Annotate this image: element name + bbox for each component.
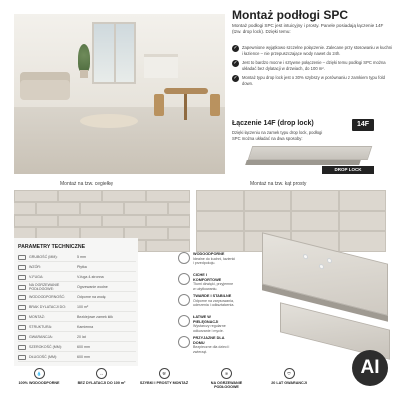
param-row	[18, 253, 136, 262]
benefit-item: ✓ Zapewnione wyjątkowo szczelne połączenie. Zalecane przy stosowaniu w kuchni i łazience – nie przepuszczające wody nawet do 24h.	[233, 45, 393, 56]
param-row	[18, 273, 136, 282]
tile	[168, 227, 190, 239]
param-row	[18, 353, 136, 362]
param-value: V-fuga 4-stronna	[77, 275, 104, 279]
panel-joint-graphic	[248, 146, 373, 160]
tile	[58, 190, 102, 202]
straight-pattern-caption: Montaż na tzw. kąt prosty	[250, 181, 307, 187]
tile	[36, 202, 80, 214]
hammer-icon: ⚒	[159, 368, 170, 379]
feature-icon	[178, 252, 190, 264]
tile	[196, 190, 244, 211]
param-value: Kamienna	[77, 325, 94, 329]
warranty-badge: ⛉ 20 LAT GWARANCJI	[264, 368, 314, 398]
tile	[58, 215, 102, 227]
intro-text: Montaż podłogi SPC jest intuicyjny i prosty. Panele posiadają łączenie 14F (tzw. drop lock). Dzięki temu:	[232, 23, 384, 34]
param-value: 600 mm	[77, 355, 90, 359]
benefit-item: ✓ Jest to bardzo mocne i sztywne połączenie – dzięki temu podłogi SPC można układać bez dylatacji w drzwiach, do 100 m².	[233, 60, 386, 71]
tile	[291, 211, 339, 232]
feature-title: CICHE I KOMFORTOWE	[193, 273, 222, 282]
param-icon	[18, 295, 26, 300]
check-icon: ✓	[233, 75, 238, 82]
param-label: BRAK DYLATACJI DO:	[29, 305, 67, 309]
window-graphic	[92, 22, 136, 84]
param-value: Płytka	[77, 265, 87, 269]
tile	[146, 215, 190, 227]
param-value: Bezklejowe zamek klik	[77, 315, 113, 319]
no-expansion-badge: ↔ BEZ DYLATACJI DO 100 m²	[77, 368, 127, 398]
ai-badge: AI	[352, 350, 388, 386]
waterproof-badge: 💧 100% WODOODPORNE	[14, 368, 64, 398]
param-value: Odporne na wodę	[77, 295, 106, 299]
param-value: Ogrzewanie wodne	[77, 285, 108, 289]
lock-description: Dzięki łączeniu na zamek typu drop lock, podłogi SPC można układać na dwa sposoby:	[232, 130, 323, 141]
feature-text: Bezpieczne dla dzieci i zwierząt.	[193, 345, 230, 354]
feature-text: Idealne do kuchni, łazienki i przedpokoju.	[193, 256, 236, 266]
feature-icon	[178, 273, 190, 285]
param-row	[18, 343, 136, 352]
feature-title: PRZYJAZNE DLA DOMU	[193, 336, 225, 345]
feature-title: TWARDE I STABILNE	[193, 294, 232, 298]
param-icon	[18, 285, 26, 290]
feature-item	[178, 273, 236, 291]
plant-graphic	[78, 44, 90, 72]
param-label: DŁUGOŚĆ (MM):	[29, 355, 58, 359]
param-label: STRUKTURA:	[29, 325, 52, 329]
sofa-graphic	[20, 80, 70, 100]
param-label: SZEROKOŚĆ (MM):	[29, 345, 62, 349]
heat-icon: ≋	[221, 368, 232, 379]
params-title: PARAMETRY TECHNICZNE	[18, 244, 86, 250]
water-drop-icon	[327, 257, 332, 263]
param-label: GRUBOŚĆ (MM):	[29, 255, 58, 259]
param-value: 5 mm	[77, 255, 86, 259]
shield-icon: ⛉	[284, 368, 295, 379]
tile	[196, 231, 244, 252]
param-icon	[18, 355, 26, 360]
param-row	[18, 313, 136, 322]
feature-icon	[178, 294, 190, 306]
tile	[124, 202, 168, 214]
tile	[102, 215, 146, 227]
check-icon: ✓	[233, 60, 238, 67]
water-drop-icon: 💧	[34, 368, 45, 379]
param-row	[18, 333, 136, 342]
feature-title: WODOODPORNE	[193, 252, 225, 256]
tile	[80, 202, 124, 214]
feature-item	[178, 252, 236, 266]
interior-photo	[14, 14, 225, 174]
param-row	[18, 303, 136, 312]
tile	[14, 190, 58, 202]
tile	[244, 211, 292, 232]
tile	[14, 202, 36, 214]
param-row	[18, 323, 136, 332]
tile	[146, 240, 190, 252]
param-row	[18, 283, 136, 292]
param-icon	[18, 325, 26, 330]
param-label: V-FUGA:	[29, 275, 44, 279]
feature-item	[178, 315, 236, 333]
feature-icon	[178, 315, 190, 327]
14f-badge: 14F	[352, 119, 374, 131]
water-drop-icon	[303, 254, 308, 260]
tile	[339, 190, 387, 211]
param-label: WODOODPORNOŚĆ:	[29, 295, 66, 299]
feature-text: Tłumi dźwięki, przyjemne w użytkowaniu.	[193, 282, 234, 291]
param-value: 20 lat	[77, 335, 86, 339]
tile	[339, 231, 387, 252]
drop-lock-label: DROP LOCK	[322, 166, 374, 174]
param-value: 600 mm	[77, 345, 90, 349]
feature-item	[178, 294, 236, 308]
benefit-list	[232, 45, 394, 91]
param-value: 100 m²	[77, 305, 89, 309]
param-label: WZÓR:	[29, 265, 41, 269]
param-icon	[18, 275, 26, 280]
tile	[339, 211, 387, 232]
feature-title: ŁATWE W PIELĘGNACJI	[193, 315, 219, 324]
check-icon: ✓	[233, 45, 238, 51]
param-icon	[18, 345, 26, 350]
param-icon	[18, 335, 26, 340]
benefit-item: ✓ Montaż typu drop lock jest o 30% szybszy w porównaniu z zamkiem typu fold down.	[233, 75, 385, 86]
param-icon	[18, 265, 26, 270]
param-row	[18, 293, 136, 302]
param-label: NA OGRZEWANIE PODŁOGOWE:	[29, 283, 60, 291]
tile	[291, 190, 339, 211]
param-row	[18, 263, 136, 272]
expand-icon: ↔	[96, 368, 107, 379]
tile	[102, 190, 146, 202]
param-icon	[18, 255, 26, 260]
bottom-badge-row	[14, 368, 314, 398]
param-icon	[18, 305, 26, 310]
fast-install-badge: ⚒ SZYBKI I PROSTY MONTAŻ	[139, 368, 189, 398]
param-icon	[18, 315, 26, 320]
feature-icon	[178, 336, 190, 348]
underfloor-heating-badge: ≋ NA OGRZEWANIE PODŁOGOWE	[202, 368, 252, 398]
lock-title: Łączenie 14F (drop lock)	[232, 120, 314, 127]
feature-text: Odporne na zarysowania, uderzenia i odkształcenia.	[193, 298, 235, 308]
param-label: GWARANCJA:	[29, 335, 53, 339]
tile	[168, 202, 190, 214]
tile	[146, 190, 190, 202]
param-label: MONTAŻ:	[29, 315, 45, 319]
feature-item	[178, 336, 236, 354]
tile	[196, 211, 244, 232]
page-title: Montaż podłogi SPC	[232, 8, 348, 22]
feature-text: Wystarczy regularne odkurzanie i mycie.	[193, 324, 226, 333]
water-drop-icon	[319, 264, 324, 270]
brick-pattern-caption: Montaż na tzw. cegiełkę	[60, 181, 114, 187]
tile	[244, 190, 292, 211]
tile	[14, 215, 58, 227]
